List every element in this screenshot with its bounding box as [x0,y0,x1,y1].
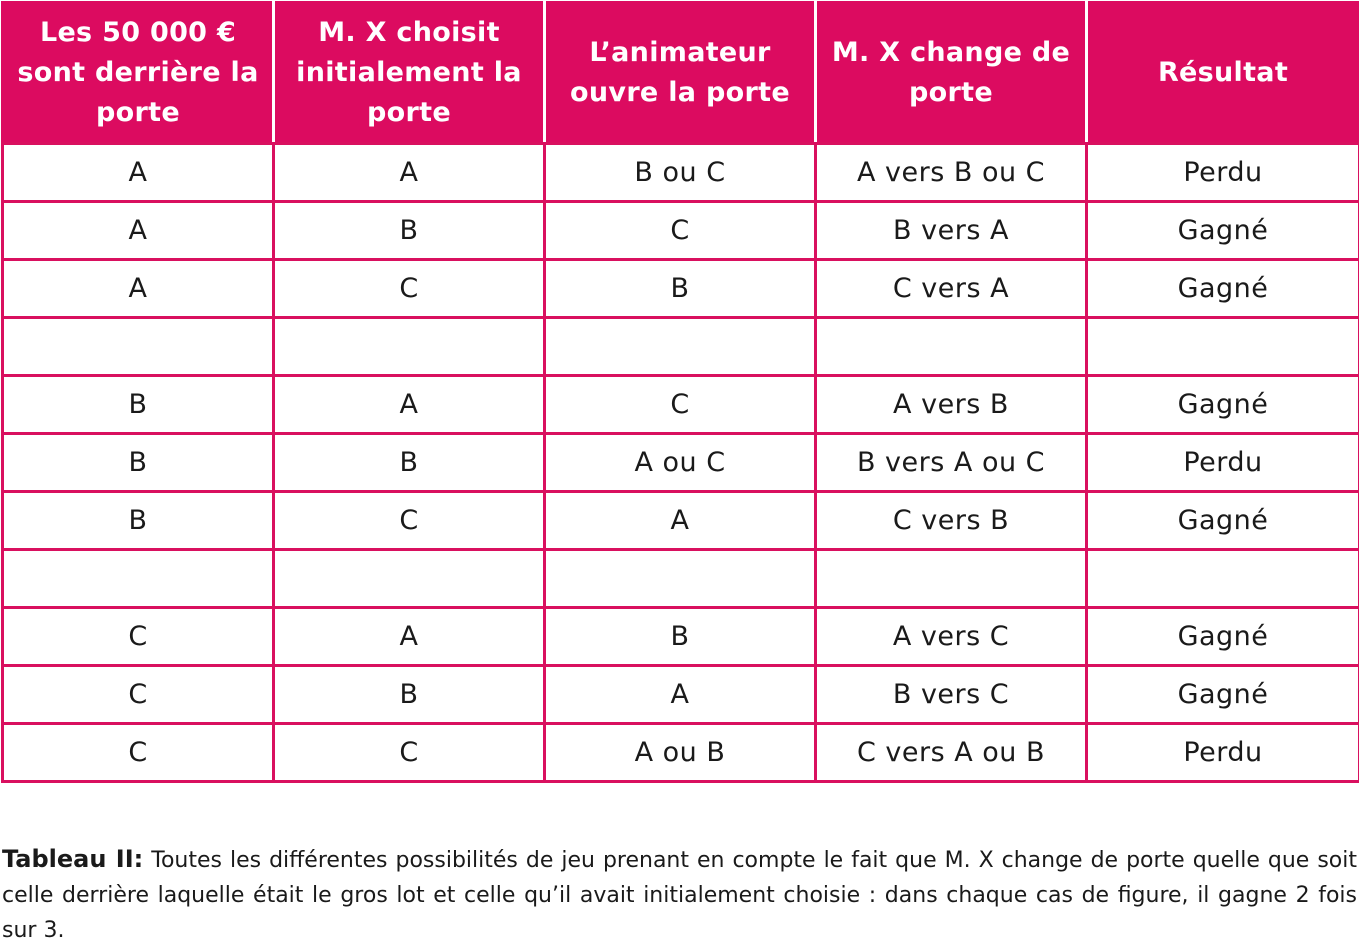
cell-result: Gagné [1087,376,1359,434]
cell-switch: B vers A [816,202,1087,260]
cell-initial-choice: C [274,260,545,318]
cell-result: Perdu [1087,144,1359,202]
cell-switch: C vers A ou B [816,724,1087,782]
table-row [3,202,1359,260]
header-host-opens: L’animateur ouvre la porte [545,3,816,144]
header-prize-door: Les 50 000 € sont derrière la porte [3,3,274,144]
table-row-empty [3,318,1359,376]
cell-initial-choice: B [274,434,545,492]
cell-switch: B vers C [816,666,1087,724]
table-row [3,608,1359,666]
cell-host-opens: C [545,376,816,434]
cell-prize-door: B [3,376,274,434]
cell-switch: A vers B [816,376,1087,434]
cell-initial-choice: A [274,376,545,434]
cell-initial-choice: C [274,492,545,550]
table-row [3,492,1359,550]
caption-label: Tableau II: [2,845,143,873]
possibilities-table [1,1,1359,783]
header-row [3,3,1359,144]
cell-initial-choice: A [274,144,545,202]
cell-result [1087,318,1359,376]
cell-host-opens: B [545,608,816,666]
table-row [3,724,1359,782]
cell-host-opens [545,550,816,608]
cell-result: Perdu [1087,434,1359,492]
cell-prize-door [3,318,274,376]
cell-prize-door: A [3,144,274,202]
cell-initial-choice: B [274,202,545,260]
cell-switch [816,550,1087,608]
cell-switch: A vers B ou C [816,144,1087,202]
cell-prize-door: B [3,492,274,550]
cell-host-opens: A [545,492,816,550]
cell-initial-choice [274,318,545,376]
cell-switch: C vers B [816,492,1087,550]
cell-prize-door: C [3,724,274,782]
cell-prize-door: C [3,608,274,666]
cell-switch: B vers A ou C [816,434,1087,492]
cell-result: Gagné [1087,666,1359,724]
header-result: Résultat [1087,3,1359,144]
table-row [3,144,1359,202]
table-row [3,376,1359,434]
table-row [3,666,1359,724]
cell-host-opens: A ou B [545,724,816,782]
cell-result: Gagné [1087,260,1359,318]
cell-initial-choice: C [274,724,545,782]
cell-initial-choice [274,550,545,608]
cell-initial-choice: A [274,608,545,666]
cell-initial-choice: B [274,666,545,724]
table-caption [2,842,1357,948]
cell-prize-door: A [3,260,274,318]
cell-prize-door [3,550,274,608]
header-switch: M. X change de porte [816,3,1087,144]
cell-host-opens: B [545,260,816,318]
cell-host-opens: C [545,202,816,260]
header-initial-choice: M. X choisit initialement la porte [274,3,545,144]
cell-result: Gagné [1087,202,1359,260]
cell-host-opens [545,318,816,376]
cell-host-opens: A [545,666,816,724]
cell-prize-door: B [3,434,274,492]
table-row [3,260,1359,318]
table-row-empty [3,550,1359,608]
table-header [3,3,1359,144]
cell-result: Gagné [1087,608,1359,666]
cell-switch: A vers C [816,608,1087,666]
caption-text: Toutes les différentes possibilités de jeu prenant en compte le fait que M. X change de porte quelle que soit celle derrière laquelle était le gros lot et celle qu’il avait initialement choisie : dans chaque cas de figure, il gagne 2 fois sur 3. [2,848,1357,943]
cell-host-opens: B ou C [545,144,816,202]
cell-switch: C vers A [816,260,1087,318]
cell-result [1087,550,1359,608]
cell-result: Gagné [1087,492,1359,550]
cell-prize-door: C [3,666,274,724]
cell-switch [816,318,1087,376]
cell-result: Perdu [1087,724,1359,782]
table-body [3,144,1359,782]
cell-host-opens: A ou C [545,434,816,492]
cell-prize-door: A [3,202,274,260]
table-row [3,434,1359,492]
